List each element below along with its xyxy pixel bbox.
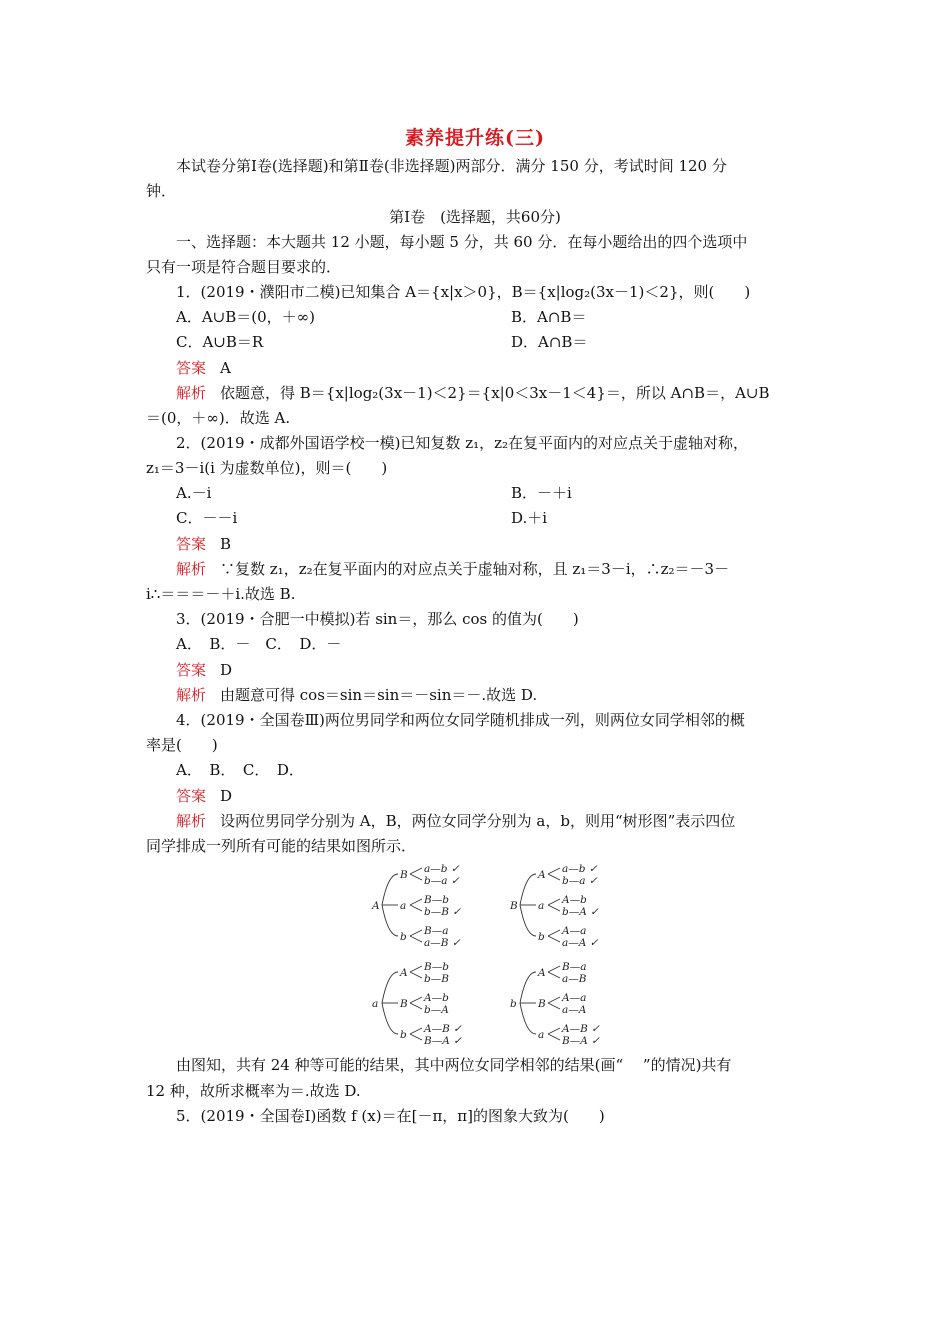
tree-branch-line: [382, 874, 398, 905]
q2-option-c: C．－－i: [176, 509, 238, 527]
q1-analysis-line-2: ＝(0，＋∞)．故选 A.: [146, 409, 291, 427]
tree-leaf-line: [548, 899, 560, 905]
tree-leaf-label: A—B ✓: [562, 1023, 600, 1035]
tree-diagram-root-B: [508, 864, 628, 946]
q1-option-d: D．A∩B＝: [511, 333, 588, 351]
q1-option-a: A．A∪B＝(0，＋∞): [176, 308, 315, 326]
tree-leaf-line: [548, 930, 560, 936]
tree-leaf-line: [410, 1034, 422, 1040]
tree-leaf-label: B—A ✓: [424, 1035, 462, 1044]
tree-leaf-line: [548, 1028, 560, 1034]
q2-option-b: B．－＋i: [511, 484, 572, 502]
analysis-label: 解析: [176, 686, 207, 704]
q4-conclusion-line-1: 由图知，共有 24 种等可能的结果，其中两位女同学相邻的结果(画“ ”的情况)共有: [176, 1056, 732, 1074]
q4-answer: [176, 786, 806, 806]
tree-leaf-label: B—a: [424, 925, 449, 937]
tree-leaf-line: [548, 997, 560, 1003]
q4-options: A． B． C． D．: [176, 761, 304, 779]
tree-leaf-line: [548, 966, 560, 972]
tree-leaf-line: [410, 905, 422, 911]
tree-node-label: B: [538, 998, 546, 1010]
tree-leaf-line: [410, 1028, 422, 1034]
tree-leaf-line: [410, 966, 422, 972]
tree-root-label: B: [510, 900, 518, 912]
tree-leaf-line: [410, 936, 422, 942]
tree-node-label: A: [400, 967, 408, 979]
tree-branch-line: [382, 972, 398, 1003]
tree-leaf-label: a—A: [562, 1004, 587, 1016]
q2-analysis: [176, 559, 806, 579]
tree-diagram-root-b: [508, 962, 628, 1044]
q2-answer-value: B: [220, 535, 232, 553]
tree-leaf-label: a—B ✓: [424, 937, 461, 946]
tree-leaf-label: A—B ✓: [424, 1023, 462, 1035]
tree-leaf-line: [548, 972, 560, 978]
tree-leaf-line: [410, 874, 422, 880]
tree-leaf-label: a—b ✓: [562, 864, 598, 875]
tree-diagram-root-A: [370, 864, 490, 946]
section-header: 第Ⅰ卷 (选择题，共60分): [389, 208, 561, 226]
tree-node-label: b: [400, 1029, 407, 1041]
page-title: 素养提升练(三): [405, 127, 545, 149]
tree-leaf-label: B—b: [424, 962, 449, 973]
tree-leaf-label: B—a: [562, 962, 587, 973]
q3-options: A． B．－ C． D．－: [176, 635, 342, 653]
tree-node-label: b: [538, 931, 545, 943]
answer-label: 答案: [176, 661, 207, 679]
tree-leaf-label: b—A: [424, 1004, 449, 1016]
q1-analysis: [176, 383, 806, 403]
tree-node-label: a: [538, 1029, 545, 1041]
q3-answer: [176, 660, 806, 680]
tree-leaf-line: [410, 899, 422, 905]
q2-stem-line-2: z₁＝3－i(i 为虚数单位)，则＝( ): [146, 459, 388, 477]
tree-node-label: A: [538, 967, 546, 979]
tree-diagram-root-a: [370, 962, 490, 1044]
q3-analysis: [176, 685, 806, 705]
tree-leaf-label: b—B: [424, 973, 449, 985]
q4-analysis-line-2: 同学排成一列所有可能的结果如图所示．: [146, 837, 417, 855]
q3-answer-value: D: [220, 661, 233, 679]
intro-line-1: 本试卷分第Ⅰ卷(选择题)和第Ⅱ卷(非选择题)两部分．满分 150 分，考试时间 120 分: [176, 157, 727, 175]
tree-root-label: a: [372, 998, 379, 1010]
analysis-label: 解析: [176, 384, 207, 402]
q4-stem-line-2: 率是( ): [146, 736, 218, 754]
tree-leaf-label: a—A ✓: [562, 937, 599, 946]
tree-leaf-label: a—b ✓: [424, 864, 460, 875]
tree-leaf-label: b—B ✓: [424, 906, 462, 918]
answer-label: 答案: [176, 535, 207, 553]
tree-leaf-line: [548, 1034, 560, 1040]
tree-leaf-label: A—a: [562, 992, 587, 1004]
tree-leaf-line: [548, 905, 560, 911]
q4-conclusion-line-2: 12 种，故所求概率为＝.故选 D.: [146, 1082, 361, 1100]
q3-analysis-text: 由题意可得 cos＝sin＝sin＝－sin＝－.故选 D.: [220, 686, 538, 704]
q2-stem-line-1: 2．(2019・成都外国语学校一模)已知复数 z₁，z₂在复平面内的对应点关于虚轴对称，: [176, 434, 749, 452]
q4-stem-line-1: 4．(2019・全国卷Ⅲ)两位男同学和两位女同学随机排成一列，则两位女同学相邻的概: [176, 711, 745, 729]
tree-branch-line: [520, 905, 536, 936]
tree-leaf-line: [410, 1003, 422, 1009]
q3-stem: 3．(2019・合肥一中模拟)若 sin＝，那么 cos 的值为( ): [176, 610, 579, 628]
tree-leaf-line: [548, 874, 560, 880]
tree-leaf-line: [410, 868, 422, 874]
q1-option-c: C．A∪B＝R: [176, 333, 264, 351]
q4-analysis: [176, 811, 806, 831]
q2-option-d: D.＋i: [511, 509, 548, 527]
tree-leaf-label: b—a ✓: [424, 875, 460, 887]
tree-branch-line: [382, 905, 398, 936]
answer-label: 答案: [176, 787, 207, 805]
q5-stem: 5．(2019・全国卷Ⅰ)函数 f (x)＝在[－π，π]的图象大致为( ): [176, 1107, 605, 1125]
tree-node-label: A: [538, 869, 546, 881]
q4-answer-value: D: [220, 787, 233, 805]
intro-line-2: 钟．: [146, 182, 177, 200]
answer-label: 答案: [176, 359, 207, 377]
tree-leaf-label: b—a ✓: [562, 875, 598, 887]
tree-branch-line: [520, 972, 536, 1003]
tree-leaf-label: b—A ✓: [562, 906, 599, 918]
q1-option-b: B．A∩B＝: [511, 308, 587, 326]
tree-node-label: a: [538, 900, 545, 912]
tree-leaf-line: [548, 868, 560, 874]
tree-leaf-label: a—B: [562, 973, 587, 985]
tree-root-label: b: [510, 998, 517, 1010]
tree-leaf-label: A—a: [562, 925, 587, 937]
q2-analysis-line-1: ∵复数 z₁，z₂在复平面内的对应点关于虚轴对称，且 z₁＝3－i，∴z₂＝－3－: [220, 560, 730, 578]
tree-leaf-line: [548, 1003, 560, 1009]
q2-option-a: A.－i: [176, 484, 212, 502]
tree-leaf-label: A—b: [424, 992, 449, 1004]
tree-root-label: A: [372, 900, 380, 912]
tree-node-label: B: [400, 998, 408, 1010]
tree-branch-line: [382, 1003, 398, 1034]
q2-analysis-line-2: i∴＝＝＝－＋i.故选 B.: [146, 585, 296, 603]
q4-analysis-line-1: 设两位男同学分别为 A，B，两位女同学分别为 a，b，则用“树形图”表示四位: [220, 812, 736, 830]
q1-answer-value: A: [220, 359, 231, 377]
tree-leaf-label: B—b: [424, 894, 449, 906]
tree-node-label: b: [400, 931, 407, 943]
tree-leaf-line: [410, 930, 422, 936]
tree-leaf-label: A—b: [562, 894, 587, 906]
instructions-line-1: 一、选择题：本大题共 12 小题，每小题 5 分，共 60 分．在每小题给出的四个选项中: [176, 233, 748, 251]
q1-analysis-line-1: 依题意，得 B＝{x|log₂(3x－1)＜2}＝{x|0＜3x－1＜4}＝，所以 A∩B＝，A∪B: [220, 384, 770, 402]
analysis-label: 解析: [176, 560, 207, 578]
tree-branch-line: [520, 1003, 536, 1034]
tree-node-label: a: [400, 900, 407, 912]
tree-leaf-line: [410, 972, 422, 978]
tree-leaf-label: B—A ✓: [562, 1035, 600, 1044]
tree-node-label: B: [400, 869, 408, 881]
analysis-label: 解析: [176, 812, 207, 830]
instructions-line-2: 只有一项是符合题目要求的．: [146, 258, 342, 276]
q2-answer: [176, 534, 806, 554]
tree-branch-line: [520, 874, 536, 905]
tree-leaf-line: [410, 997, 422, 1003]
tree-leaf-line: [548, 936, 560, 942]
q1-answer: [176, 358, 806, 378]
q1-stem: 1．(2019・濮阳市二模)已知集合 A＝{x|x＞0}，B＝{x|log₂(3x－1)＜2}，则( ): [176, 283, 751, 301]
